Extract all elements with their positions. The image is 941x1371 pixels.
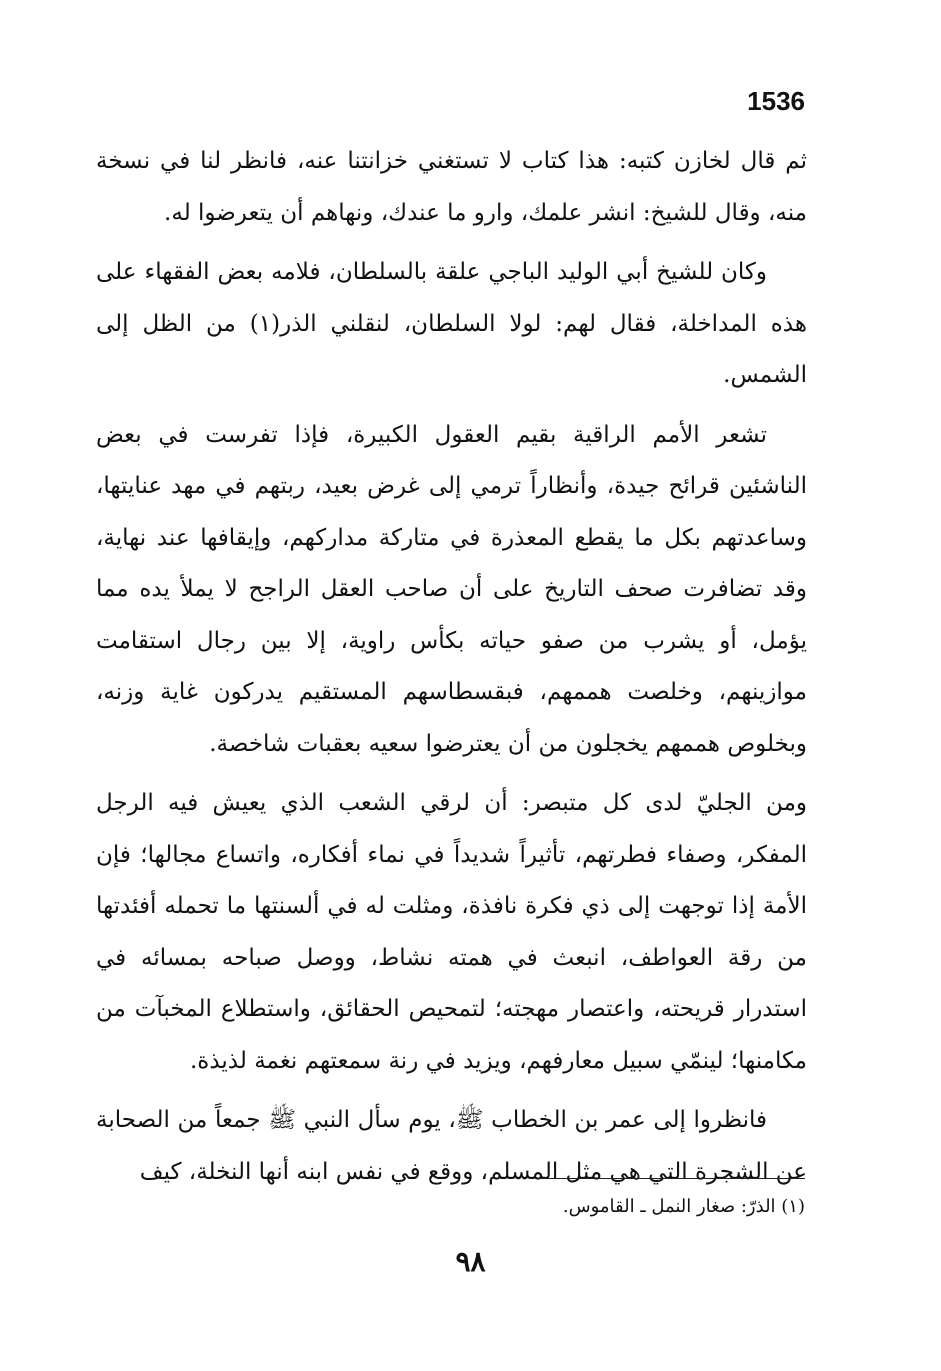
page-number: ٩٨	[455, 1245, 486, 1278]
paragraph-1: ثم قال لخازن كتبه: هذا كتاب لا تستغني خزانتنا عنه، فانظر لنا في نسخة منه، وقال للشيخ: انشر علمك، وارو ما عندك، ونهاهم أن يتعرضوا له.	[96, 148, 807, 226]
body-text	[96, 136, 807, 1206]
footnote-divider	[537, 1178, 805, 1179]
footnote: (١) الذرّ: صغار النمل ـ القاموس.	[562, 1196, 805, 1217]
paragraph-2: وكان للشيخ أبي الوليد الباجي علقة بالسلطان، فلامه بعض الفقهاء على هذه المداخلة، فقال لهم: لولا السلطان، لنقلني الذر(١) من الظل إلى الشمس.	[96, 259, 807, 388]
paragraph-4: ومن الجليّ لدى كل متبصر: أن لرقي الشعب الذي يعيش فيه الرجل المفكر، وصفاء فطرتهم، تأثيراً شديداً في نماء أفكاره، واتساع مجالها؛ فإن الأمة إذا توجهت إلى ذي فكرة نافذة، ومثلت له في ألسنتها ما تحمله أفئدتها من رقة العواطف، انبعث في همته نشاط، ووصل صباحه بمسائه في استدرار قريحته، واعتصار مهجته؛ لتمحيص الحقائق، واستطلاع المخبآت من مكامنها؛ لينمّي سبيل معارفهم، ويزيد في رنة سمعتهم نغمة لذيذة.	[96, 790, 807, 1074]
paragraph-3: تشعر الأمم الراقية بقيم العقول الكبيرة، فإذا تفرست في بعض الناشئين قرائح جيدة، وأنظاراً ترمي إلى غرض بعيد، ربتهم في مهد عنايتها، وساعدتهم بكل ما يقطع المعذرة في متاركة مداركهم، وإيقافها عند نهاية، وقد تضافرت صحف التاريخ على أن صاحب العقل الراجح لا يملأ يده مما يؤمل، أو يشرب من صفو حياته بكأس راوية، إلا بين رجال استقامت موازينهم، وخلصت هممهم، فبقسطاسهم المستقيم يدركون غاية وزنه، وبخلوص هممهم يخجلون من أن يعترضوا سعيه بعقبات شاخصة.	[96, 421, 807, 757]
paragraph-5: فانظروا إلى عمر بن الخطاب ﷺ، يوم سأل النبي ﷺ جمعاً من الصحابة عن الشجرة التي هي مثل المسلم، ووقع في نفس ابنه أنها النخلة، كيف	[96, 1107, 807, 1185]
page-code: 1536	[747, 86, 805, 116]
